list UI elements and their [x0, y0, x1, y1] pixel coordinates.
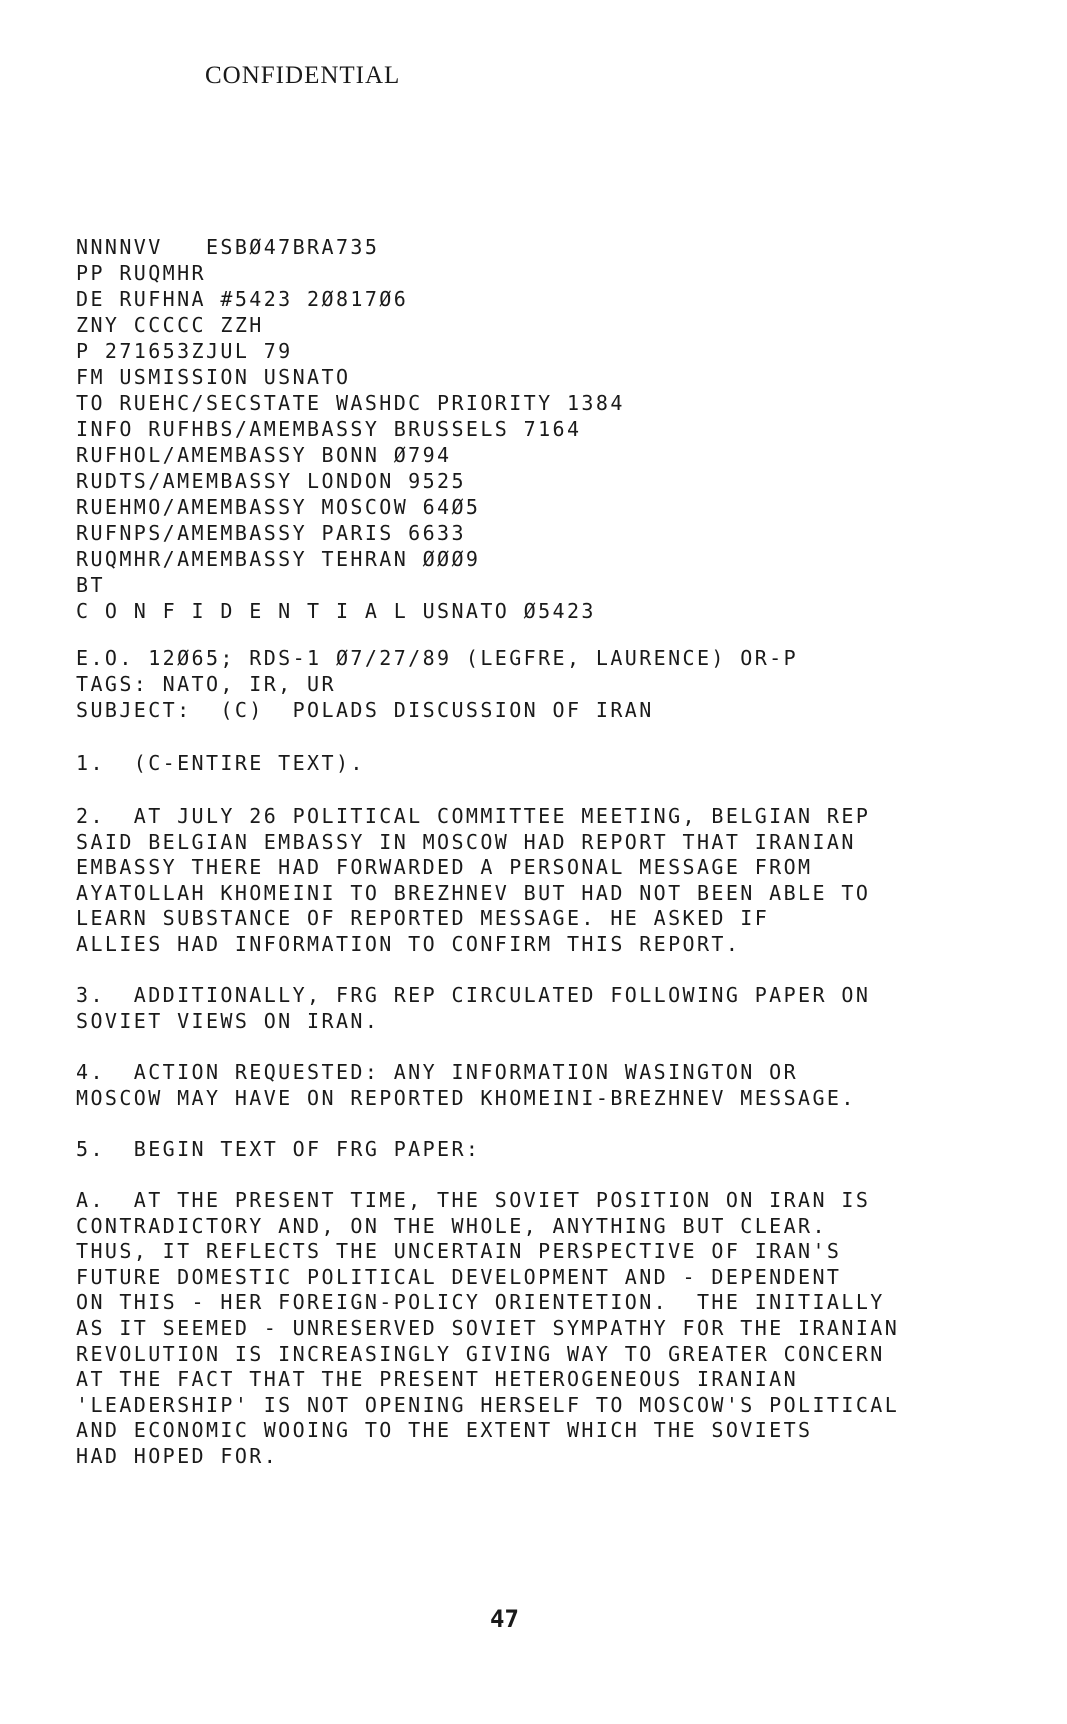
- paragraph-2: [76, 804, 996, 958]
- paragraph-text: 4. ACTION REQUESTED: ANY INFORMATION WASINGTON OR MOSCOW MAY HAVE ON REPORTED KHOMEINI-BREZHNEV MESSAGE.: [76, 1060, 856, 1110]
- routing-line: NNNNVV ESBØ47BRA735: [76, 235, 380, 259]
- subject-line: SUBJECT: (C) POLADS DISCUSSION OF IRAN: [76, 698, 654, 722]
- routing-line: RUQMHR/AMEMBASSY TEHRAN ØØØ9: [76, 547, 481, 571]
- routing-line: ZNY CCCCC ZZH: [76, 313, 264, 337]
- paragraph-text: 1. (C-ENTIRE TEXT).: [76, 751, 365, 775]
- paragraph-text: A. AT THE PRESENT TIME, THE SOVIET POSITION ON IRAN IS CONTRADICTORY AND, ON THE WHOLE, ANYTHING BUT CLEAR. THUS, IT REFLECTS THE UNCERTAIN PERSPECTIVE OF IRAN'S FUTURE DOMESTIC POLITICAL DEVELOPMENT AND - DEPENDENT ON THIS - HER FOREIGN-POLICY ORIENTETION. THE INITIALLY AS IT SEEMED - UNRESERVED SOVIET SYMPATHY FOR THE IRANIAN REVOLUTION IS INCREASINGLY GIVING WAY TO GREATER CONCERN AT THE FACT THAT THE PRESENT HETEROGENEOUS IRANIAN 'LEADERSHIP' IS NOT OPENING HERSELF TO MOSCOW'S POLITICAL AND ECONOMIC WOOING TO THE EXTENT WHICH THE SOVIETS HAD HOPED FOR.: [76, 1188, 900, 1468]
- routing-line: BT: [76, 573, 105, 597]
- paragraph-text: 3. ADDITIONALLY, FRG REP CIRCULATED FOLLOWING PAPER ON SOVIET VIEWS ON IRAN.: [76, 983, 871, 1033]
- routing-line: RUFHOL/AMEMBASSY BONN Ø794: [76, 443, 452, 467]
- paragraph-3: [76, 983, 996, 1034]
- routing-line: RUDTS/AMEMBASSY LONDON 9525: [76, 469, 466, 493]
- routing-line: INFO RUFHBS/AMEMBASSY BRUSSELS 7164: [76, 417, 582, 441]
- routing-line: P 271653ZJUL 79: [76, 339, 293, 363]
- paragraph-1: [76, 751, 996, 777]
- routing-line: FM USMISSION USNATO: [76, 365, 351, 389]
- paragraph-5: [76, 1137, 996, 1163]
- routing-line: PP RUQMHR: [76, 261, 206, 285]
- routing-line: TO RUEHC/SECSTATE WASHDC PRIORITY 1384: [76, 391, 625, 415]
- message-metadata: [76, 645, 976, 723]
- paragraph-text: 2. AT JULY 26 POLITICAL COMMITTEE MEETING, BELGIAN REP SAID BELGIAN EMBASSY IN MOSCOW HAD REPORT THAT IRANIAN EMBASSY THERE HAD FORWARDED A PERSONAL MESSAGE FROM AYATOLLAH KHOMEINI TO BREZHNEV BUT HAD NOT BEEN ABLE TO LEARN SUBSTANCE OF REPORTED MESSAGE. HE ASKED IF ALLIES HAD INFORMATION TO CONFIRM THIS REPORT.: [76, 804, 871, 956]
- routing-line: DE RUFHNA #5423 2Ø817Ø6: [76, 287, 409, 311]
- routing-line: C O N F I D E N T I A L USNATO Ø5423: [76, 599, 596, 623]
- paragraph-text: 5. BEGIN TEXT OF FRG PAPER:: [76, 1137, 481, 1161]
- paragraph-a: [76, 1188, 996, 1470]
- routing-line: RUEHMO/AMEMBASSY MOSCOW 64Ø5: [76, 495, 481, 519]
- routing-line: RUFNPS/AMEMBASSY PARIS 6633: [76, 521, 466, 545]
- message-routing-header: [76, 234, 976, 624]
- classification-marking: CONFIDENTIAL: [205, 62, 401, 89]
- paragraph-4: [76, 1060, 996, 1111]
- eo-line: E.O. 12Ø65; RDS-1 Ø7/27/89 (LEGFRE, LAURENCE) OR-P: [76, 646, 799, 670]
- tags-line: TAGS: NATO, IR, UR: [76, 672, 336, 696]
- page-number: 47: [490, 1605, 519, 1633]
